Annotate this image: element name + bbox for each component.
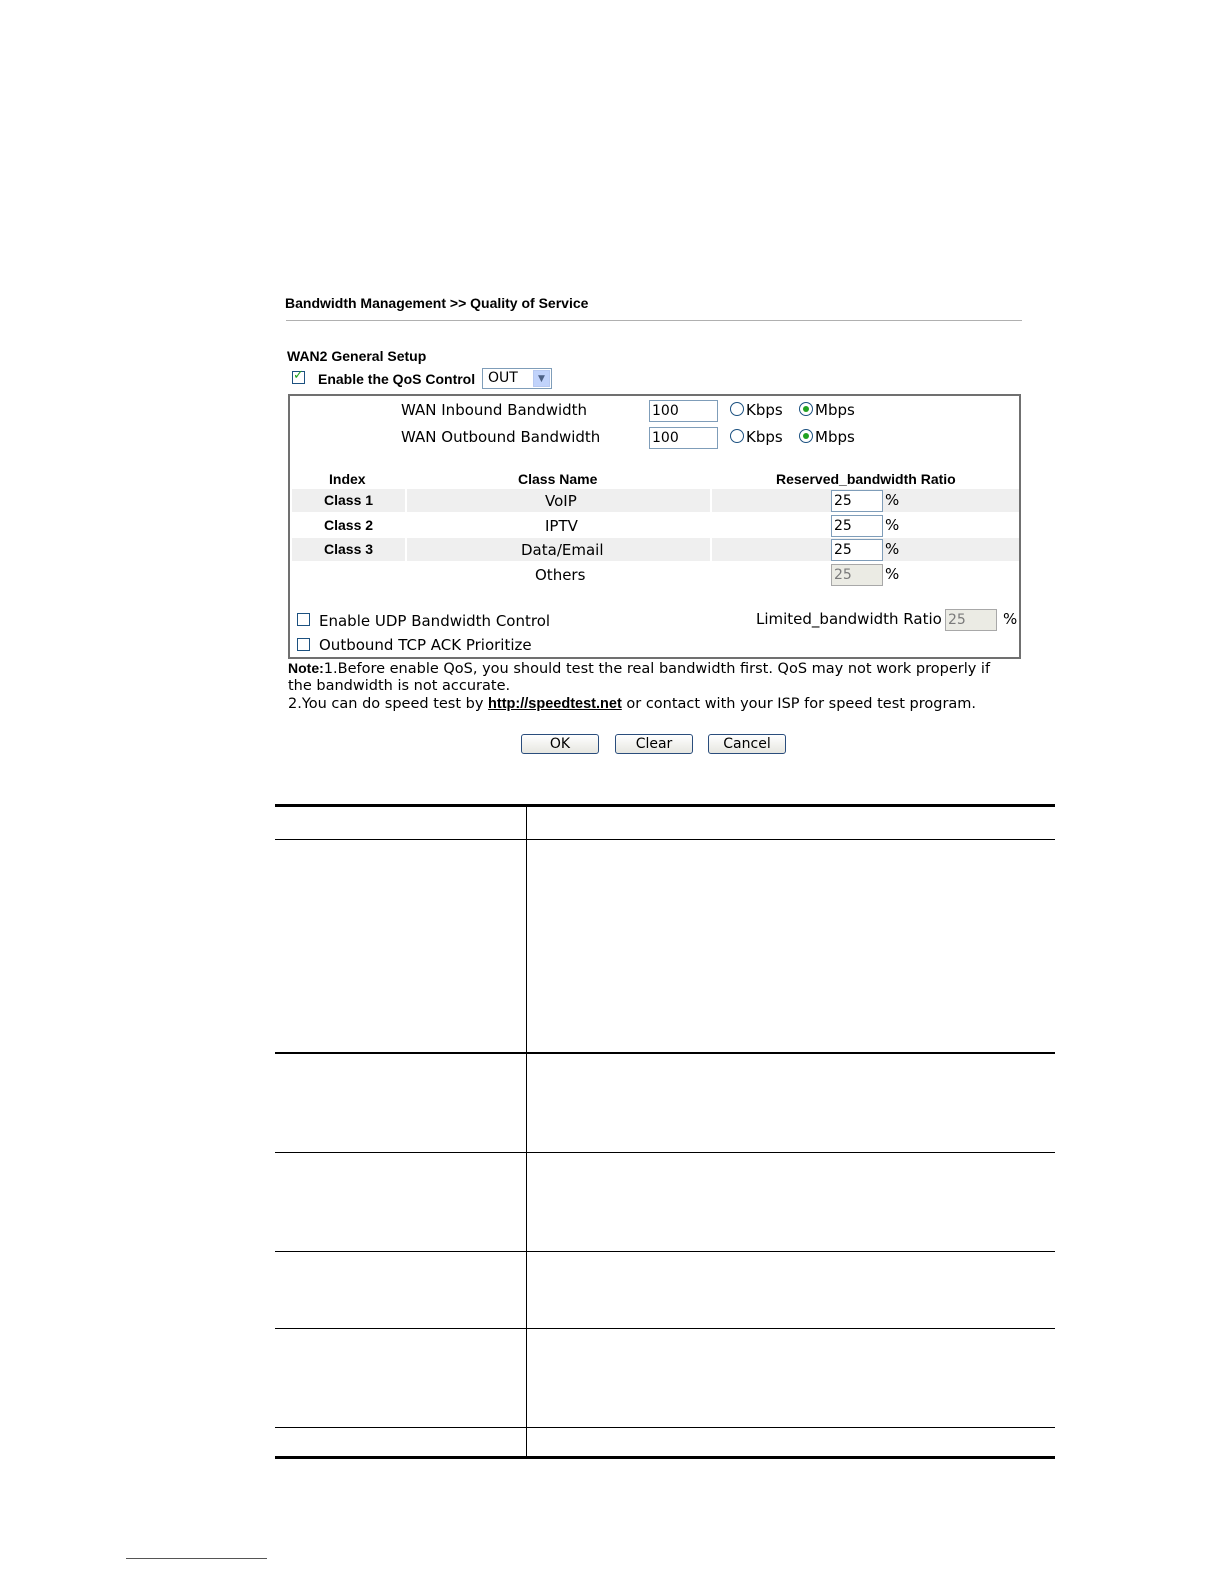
ok-button[interactable]: OK	[521, 734, 599, 754]
class-name: VoIP	[545, 492, 577, 510]
outbound-bandwidth-input[interactable]: 100	[649, 427, 718, 449]
inbound-mbps-radio[interactable]	[799, 402, 813, 416]
class-index: Class 1	[324, 492, 374, 508]
class-row-bg	[292, 489, 1019, 512]
breadcrumb: Bandwidth Management >> Quality of Service	[285, 295, 589, 311]
section-title: WAN2 General Setup	[287, 348, 427, 364]
inbound-kbps-radio[interactable]	[730, 402, 744, 416]
table-bottom-rule	[275, 1456, 1055, 1459]
note-line-1	[288, 660, 990, 677]
table-row-rule	[275, 1328, 1055, 1329]
tcp-ack-label: Outbound TCP ACK Prioritize	[319, 636, 532, 654]
enable-qos-label: Enable the QoS Control	[318, 371, 476, 387]
table-header-rule	[275, 839, 1055, 840]
table-row-rule	[275, 1251, 1055, 1252]
note-text-3b: or contact with your ISP for speed test program.	[621, 696, 977, 712]
note-text-1: 1.Before enable QoS, you should test the real bandwidth first. QoS may not work properly if	[323, 661, 991, 677]
index-column-header: Index	[329, 471, 366, 487]
outbound-mbps-radio[interactable]	[799, 429, 813, 443]
class-ratio-input[interactable]: 25	[831, 490, 883, 512]
inbound-bandwidth-input[interactable]: 100	[649, 400, 718, 422]
class-ratio-input[interactable]: 25	[831, 515, 883, 537]
column-separator	[710, 489, 712, 512]
enable-udp-label: Enable UDP Bandwidth Control	[319, 612, 551, 630]
class-name: Others	[535, 566, 586, 584]
percent-sign: %	[885, 565, 900, 583]
percent-sign: %	[885, 491, 900, 509]
header-divider	[286, 320, 1022, 321]
tcp-ack-checkbox[interactable]	[297, 638, 310, 651]
qos-direction-select[interactable]	[482, 368, 552, 389]
limited-ratio-input[interactable]: 25	[945, 609, 997, 631]
outbound-kbps-radio[interactable]	[730, 429, 744, 443]
table-row-rule	[275, 1427, 1055, 1428]
enable-udp-checkbox[interactable]	[297, 613, 310, 626]
class-row-bg	[292, 538, 1019, 561]
table-column-divider	[526, 805, 527, 1458]
class-index: Class 3	[324, 541, 374, 557]
note-label: Note:	[288, 660, 324, 676]
column-separator	[405, 538, 407, 561]
class-index: Class 2	[324, 517, 374, 533]
limited-ratio-label: Limited_bandwidth Ratio	[756, 610, 942, 628]
table-row-rule	[275, 1052, 1055, 1054]
speedtest-link[interactable]: http://speedtest.net	[488, 696, 622, 712]
class-name-column-header: Class Name	[518, 471, 598, 487]
inbound-kbps-label: Kbps	[746, 401, 783, 419]
qos-direction-value: OUT	[488, 370, 518, 386]
column-separator	[710, 538, 712, 561]
outbound-bandwidth-label: WAN Outbound Bandwidth	[401, 428, 601, 446]
percent-sign: %	[885, 516, 900, 534]
percent-sign: %	[885, 540, 900, 558]
inbound-mbps-label: Mbps	[815, 401, 855, 419]
class-name: IPTV	[545, 517, 578, 535]
note-text-3a: 2.You can do speed test by	[288, 696, 489, 712]
footer-rule	[126, 1558, 267, 1559]
enable-qos-checkbox[interactable]	[292, 371, 305, 384]
others-ratio-input: 25	[831, 564, 883, 586]
table-top-rule	[275, 804, 1055, 807]
table-row-rule	[275, 1152, 1055, 1153]
chevron-down-icon[interactable]: ▼	[533, 370, 550, 387]
outbound-kbps-label: Kbps	[746, 428, 783, 446]
column-separator	[405, 489, 407, 512]
cancel-button[interactable]: Cancel	[708, 734, 786, 754]
clear-button[interactable]: Clear	[615, 734, 693, 754]
note-line-3	[288, 696, 976, 712]
percent-sign: %	[1003, 610, 1018, 628]
outbound-mbps-label: Mbps	[815, 428, 855, 446]
note-line-2: the bandwidth is not accurate.	[288, 678, 511, 694]
class-name: Data/Email	[521, 541, 604, 559]
ratio-column-header: Reserved_bandwidth Ratio	[776, 471, 956, 487]
class-ratio-input[interactable]: 25	[831, 539, 883, 561]
inbound-bandwidth-label: WAN Inbound Bandwidth	[401, 401, 588, 419]
